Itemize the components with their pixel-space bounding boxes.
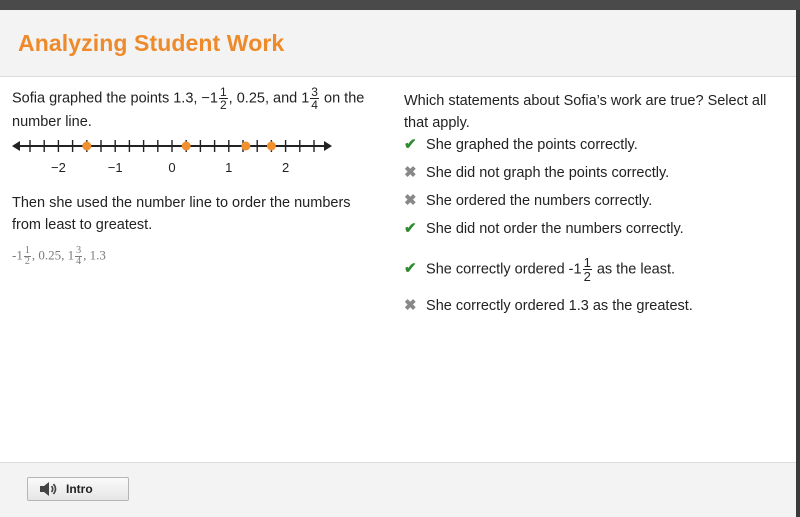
ordered-list — [12, 246, 106, 267]
option-text: She did not graph the points correctly. — [426, 165, 670, 181]
content-card — [0, 10, 796, 516]
fraction-denominator: 4 — [76, 256, 82, 267]
cross-icon: ✖ — [404, 164, 417, 181]
plotted-point — [241, 142, 250, 151]
fraction-numerator: 3 — [76, 245, 82, 256]
problem-statement — [12, 86, 402, 133]
intro-text-line2: number line. — [12, 114, 92, 130]
intro-button[interactable] — [27, 477, 129, 501]
check-icon: ✔ — [404, 220, 417, 237]
intro-text-mid: , 0.25, and 1 — [228, 90, 310, 107]
fraction-denominator: 2 — [24, 256, 30, 267]
answer-option[interactable] — [404, 190, 652, 212]
plotted-point — [82, 142, 91, 151]
order-fraction-three-fourths — [75, 246, 82, 267]
top-bar — [0, 0, 800, 10]
fraction-denominator: 2 — [219, 98, 227, 112]
option-text: She ordered the numbers correctly. — [426, 193, 653, 209]
cross-icon: ✖ — [404, 297, 417, 314]
fraction-numerator: 1 — [24, 245, 30, 256]
option-text: She correctly ordered -1 — [426, 261, 582, 278]
header — [0, 10, 796, 77]
option-text: She did not order the numbers correctly. — [426, 221, 684, 237]
cross-icon: ✖ — [404, 192, 417, 209]
number-line-labels — [51, 160, 289, 175]
fraction-denominator: 2 — [583, 269, 591, 284]
fraction-one-half — [219, 86, 228, 111]
then-text: Then she used the number line to order the numbers from least to greatest. — [12, 195, 351, 233]
fraction-numerator: 1 — [219, 85, 227, 99]
plotted-point — [267, 142, 276, 151]
left-arrow-icon — [12, 141, 20, 151]
order-part: -1 — [12, 247, 23, 263]
answer-option[interactable] — [404, 255, 676, 284]
answer-option[interactable] — [404, 218, 684, 240]
intro-label: Intro — [66, 482, 93, 496]
answer-option[interactable] — [404, 295, 693, 317]
tick-label: 1 — [225, 160, 233, 175]
option-text: She graphed the points correctly. — [426, 137, 638, 153]
question-prompt: Which statements about Sofia’s work are true? Select all that apply. — [404, 93, 767, 131]
answer-option[interactable] — [404, 162, 669, 184]
number-line — [12, 138, 332, 184]
fraction-numerator: 3 — [311, 85, 318, 99]
plotted-point — [182, 142, 191, 151]
order-part: , 0.25, 1 — [31, 247, 75, 263]
right-arrow-icon — [324, 141, 332, 151]
tick-label: 2 — [281, 160, 290, 175]
speaker-icon — [38, 481, 58, 497]
intro-text-start: Sofia graphed the points 1.3, −1 — [12, 90, 218, 107]
tick-label: −2 — [50, 160, 66, 175]
order-fraction-one-half — [24, 246, 31, 267]
fraction-three-fourths — [310, 86, 319, 111]
option-text-end: as the least. — [592, 261, 676, 278]
option-text: She correctly ordered 1.3 as the greatest. — [426, 298, 693, 314]
tick-label: −1 — [107, 160, 123, 175]
option-fraction — [583, 256, 592, 283]
intro-text-end: on the — [319, 90, 365, 107]
footer — [0, 462, 796, 517]
fraction-numerator: 1 — [583, 255, 591, 270]
tick-label: 0 — [168, 160, 176, 175]
check-icon: ✔ — [404, 136, 417, 153]
order-part: , 1.3 — [83, 247, 106, 263]
check-icon: ✔ — [404, 260, 417, 278]
fraction-denominator: 4 — [311, 98, 318, 112]
page-title: Analyzing Student Work — [18, 30, 285, 56]
answer-option[interactable] — [404, 134, 638, 156]
